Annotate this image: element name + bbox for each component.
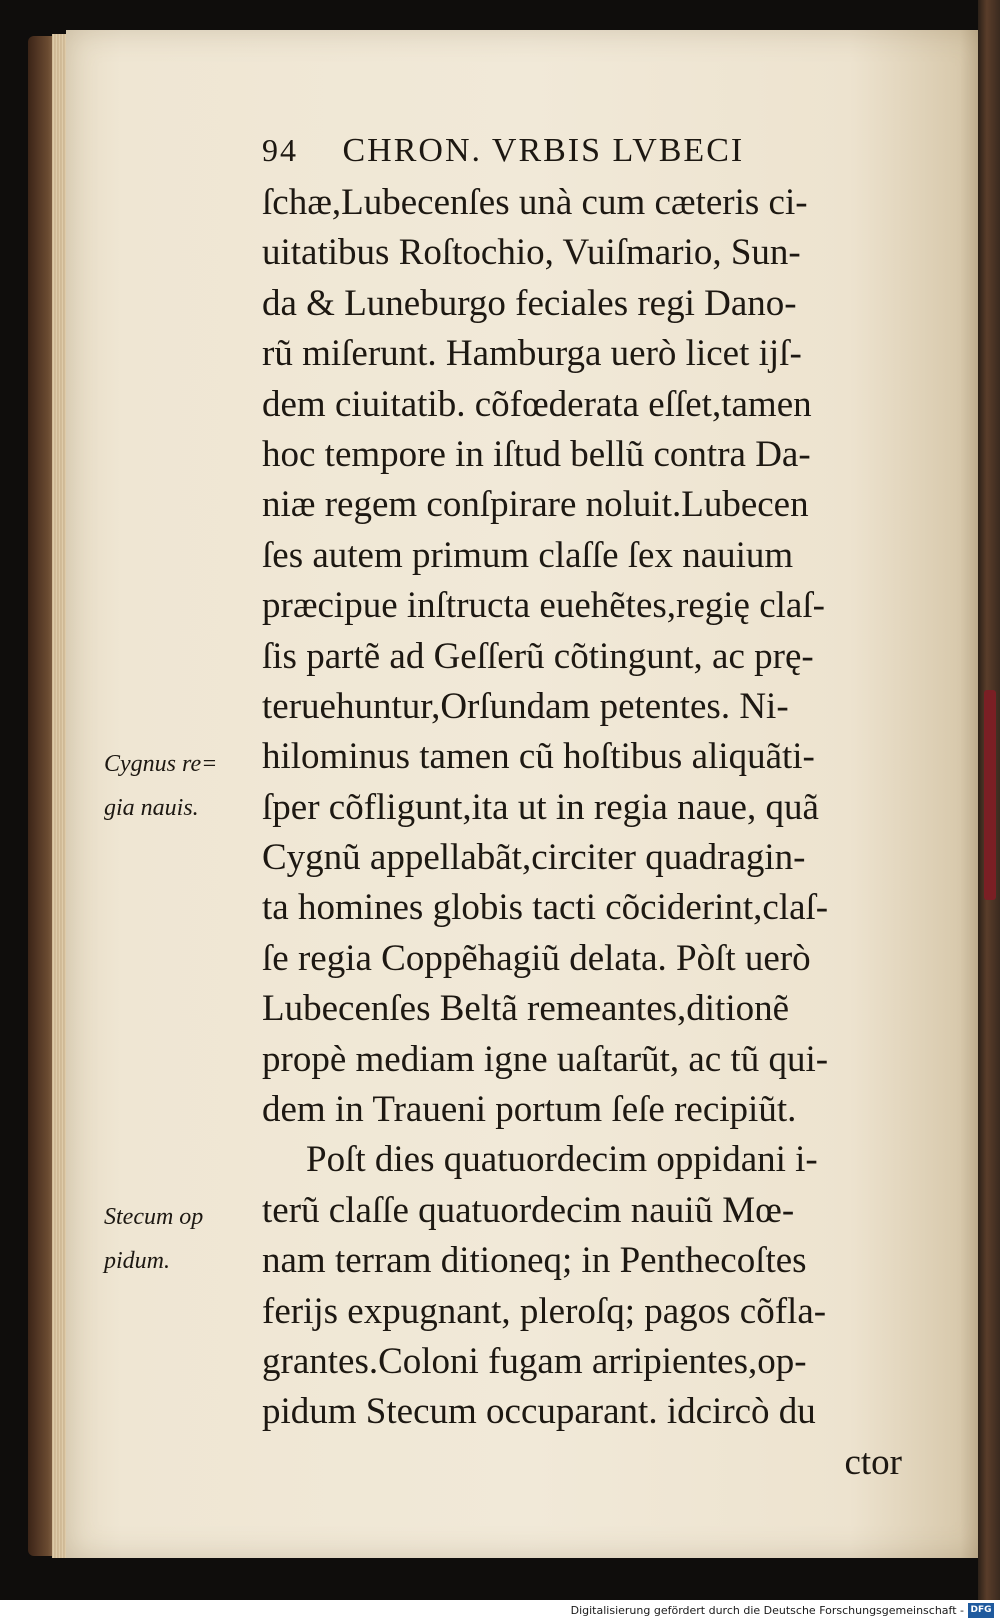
text-line: Lubecenſes Beltã remeantes,ditionẽ	[262, 988, 790, 1030]
text-line: ſchæ,Lubecenſes unà cum cæteris ci-	[262, 182, 808, 223]
marginal-note-line: Stecum op	[104, 1204, 204, 1230]
marginal-note-line: Cygnus re=	[104, 751, 218, 777]
dfg-logo: DFG	[968, 1603, 994, 1618]
text-line: ſes autem primum claſſe ſex nauium	[262, 534, 794, 576]
running-head-title: CHRON. VRBIS LVBECI	[342, 132, 745, 169]
text-line: hoc tempore in iſtud bellũ contra Da-	[262, 433, 811, 475]
text-line: propè mediam igne uaſtarũt, ac tũ qui-	[262, 1038, 829, 1080]
main-text-block	[262, 178, 902, 1488]
text-line: Poſt dies quatuordecim oppidani i-	[306, 1139, 818, 1181]
marginal-note-line: pidum.	[104, 1248, 170, 1274]
marginal-note-stecum	[104, 1195, 254, 1283]
text-line: niæ regem conſpirare noluit.Lubecen	[262, 484, 809, 526]
text-line: terũ claſſe quatuordecim nauiũ Mœ-	[262, 1189, 795, 1231]
facing-page-edge	[978, 0, 1000, 1600]
text-line: hilominus tamen cũ hoſtibus aliquãti-	[262, 736, 815, 778]
text-line: pidum Stecum occuparant. idcircò du	[262, 1391, 816, 1433]
text-line: ta homines globis tacti cõciderint,claſ-	[262, 887, 829, 929]
text-line: Cygnũ appellabãt,circiter quadragin-	[262, 837, 806, 879]
text-line: nam terram ditioneq; in Penthecoſtes	[262, 1240, 807, 1282]
text-line: ſis partẽ ad Geſſerũ cõtingunt, ac prę-	[262, 635, 814, 677]
marginal-note-cygnus	[104, 742, 254, 830]
text-line: dem in Traueni portum ſeſe recipiũt.	[262, 1089, 797, 1131]
text-line: rũ miſerunt. Hamburga uerò licet ijſ-	[262, 333, 802, 375]
red-bookmark-ribbon	[984, 690, 996, 900]
text-line: dem ciuitatib. cõfœderata eſſet,tamen	[262, 383, 812, 425]
footer-credit-text: Digitalisierung gefördert durch die Deutsche Forschungsgemeinschaft -	[570, 1604, 964, 1617]
text-line: præcipue inſtructa euehẽtes,regię claſ-	[262, 585, 825, 627]
marginal-note-line: gia nauis.	[104, 795, 199, 821]
catchword: ctor	[844, 1441, 902, 1483]
text-line: ferijs expugnant, pleroſq; pagos cõfla-	[262, 1290, 827, 1332]
text-line: teruehuntur,Orſundam petentes. Ni-	[262, 685, 789, 727]
running-head	[262, 128, 892, 172]
page-number: 94	[262, 132, 298, 168]
digitization-footer	[0, 1600, 1000, 1621]
text-line: ſper cõfligunt,ita ut in regia naue, quã	[262, 786, 819, 828]
text-line: grantes.Coloni fugam arripientes,op-	[262, 1340, 807, 1382]
text-line: da & Luneburgo feciales regi Dano-	[262, 282, 797, 324]
text-line: ſe regia Coppẽhagiũ delata. Pòſt uerò	[262, 937, 811, 979]
text-line: uitatibus Roſtochio, Vuiſmario, Sun-	[262, 232, 801, 274]
